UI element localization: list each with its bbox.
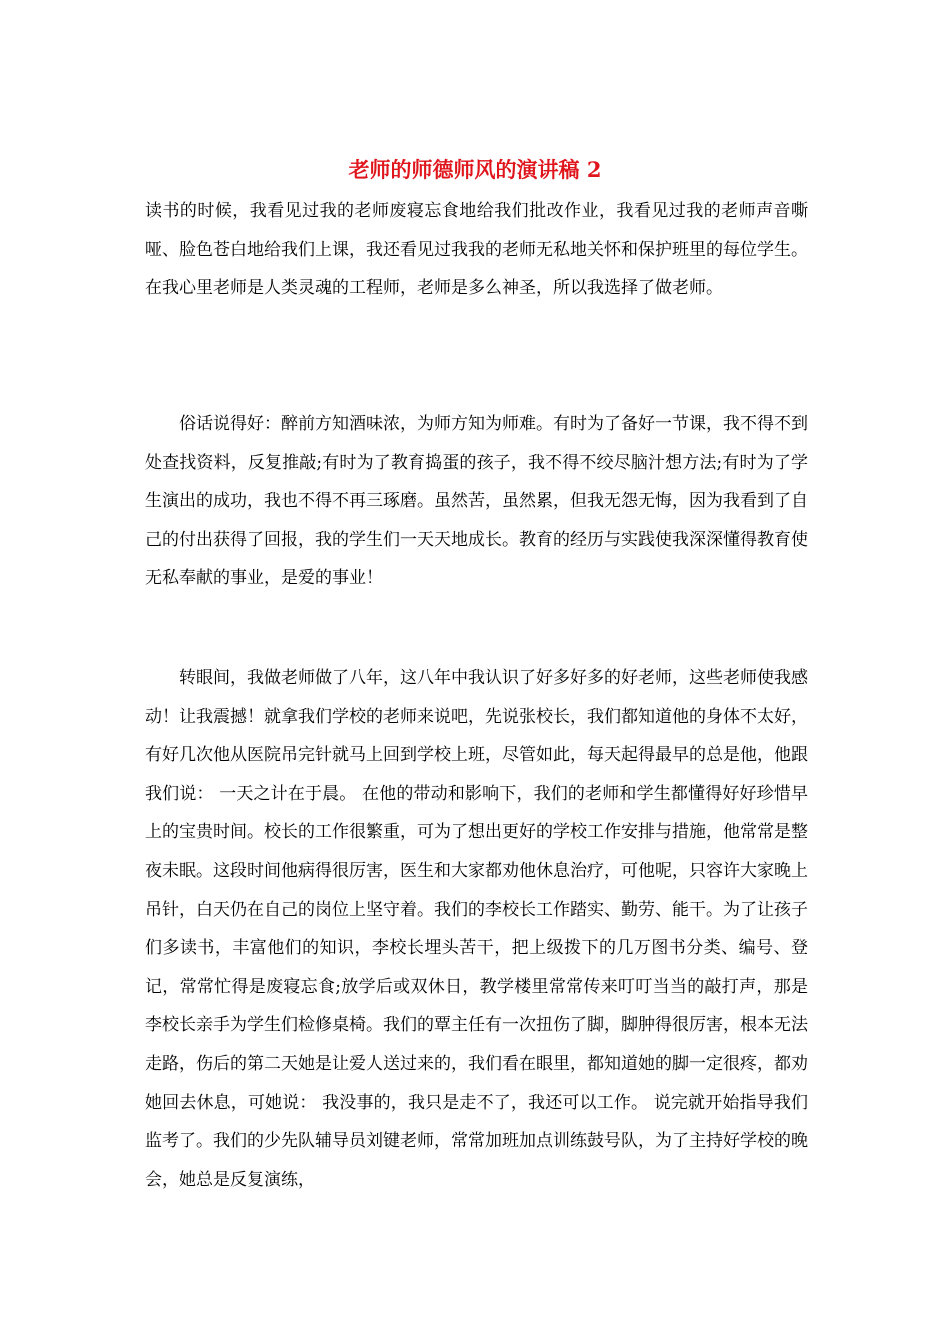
paragraph-3: 转眼间，我做老师做了八年，这八年中我认识了好多好多的好老师，这些老师使我感动！让我震撼！就拿我们学校的老师来说吧，先说张校长，我们都知道他的身体不太好，有好几次他从医院吊完针就马上回到学校上班，尽管如此，每天起得最早的总是他，他跟我们说： 一天之计在于晨。 在他的带动和影响下，我们的老师和学生都懂得好好珍惜早上的宝贵时间。校长的工作很繁重，可为了想出更好的学校工作安排与措施，他常常是整夜未眠。这段时间他病得很厉害，医生和大家都劝他休息治疗，可他呢，只容许大家晚上吊针，白天仍在自己的岗位上坚守着。我们的李校长工作踏实、勤劳、能干。为了让孩子们多读书，丰富他们的知识，李校长埋头苦干，把上级拨下的几万图书分类、编号、登记，常常忙得是废寝忘食;放学后或双休日，教学楼里常常传来叮叮当当的敲打声，那是李校长亲手为学生们检修桌椅。我们的覃主任有一次扭伤了脚，脚肿得很厉害，根本无法走路，伤后的第二天她是让爱人送过来的，我们看在眼里，都知道她的脚一定很疼，都劝她回去休息，可她说： 我没事的，我只是走不了，我还可以工作。 说完就开始指导我们监考了。我们的少先队辅导员刘键老师，常常加班加点训练鼓号队，为了主持好学校的晚会，她总是反复演练，	[145, 668, 808, 1190]
document-title: 老师的师德师风的演讲稿 2	[348, 157, 602, 182]
paragraph-1: 读书的时候，我看见过我的老师废寝忘食地给我们批改作业，我看见过我的老师声音嘶哑、脸色苍白地给我们上课，我还看见过我我的老师无私地关怀和保护班里的每位学生。在我心里老师是人类灵魂的工程师，老师是多么神圣，所以我选择了做老师。	[145, 201, 808, 299]
paragraph-2: 俗话说得好：醉前方知酒味浓，为师方知为师难。有时为了备好一节课，我不得不到处查找资料，反复推敲;有时为了教育捣蛋的孩子，我不得不绞尽脑汁想方法;有时为了学生演出的成功，我也不得不再三琢磨。虽然苦，虽然累，但我无怨无悔，因为我看到了自己的付出获得了回报，我的学生们一天天地成长。教育的经历与实践使我深深懂得教育使无私奉献的事业，是爱的事业！	[145, 414, 808, 589]
